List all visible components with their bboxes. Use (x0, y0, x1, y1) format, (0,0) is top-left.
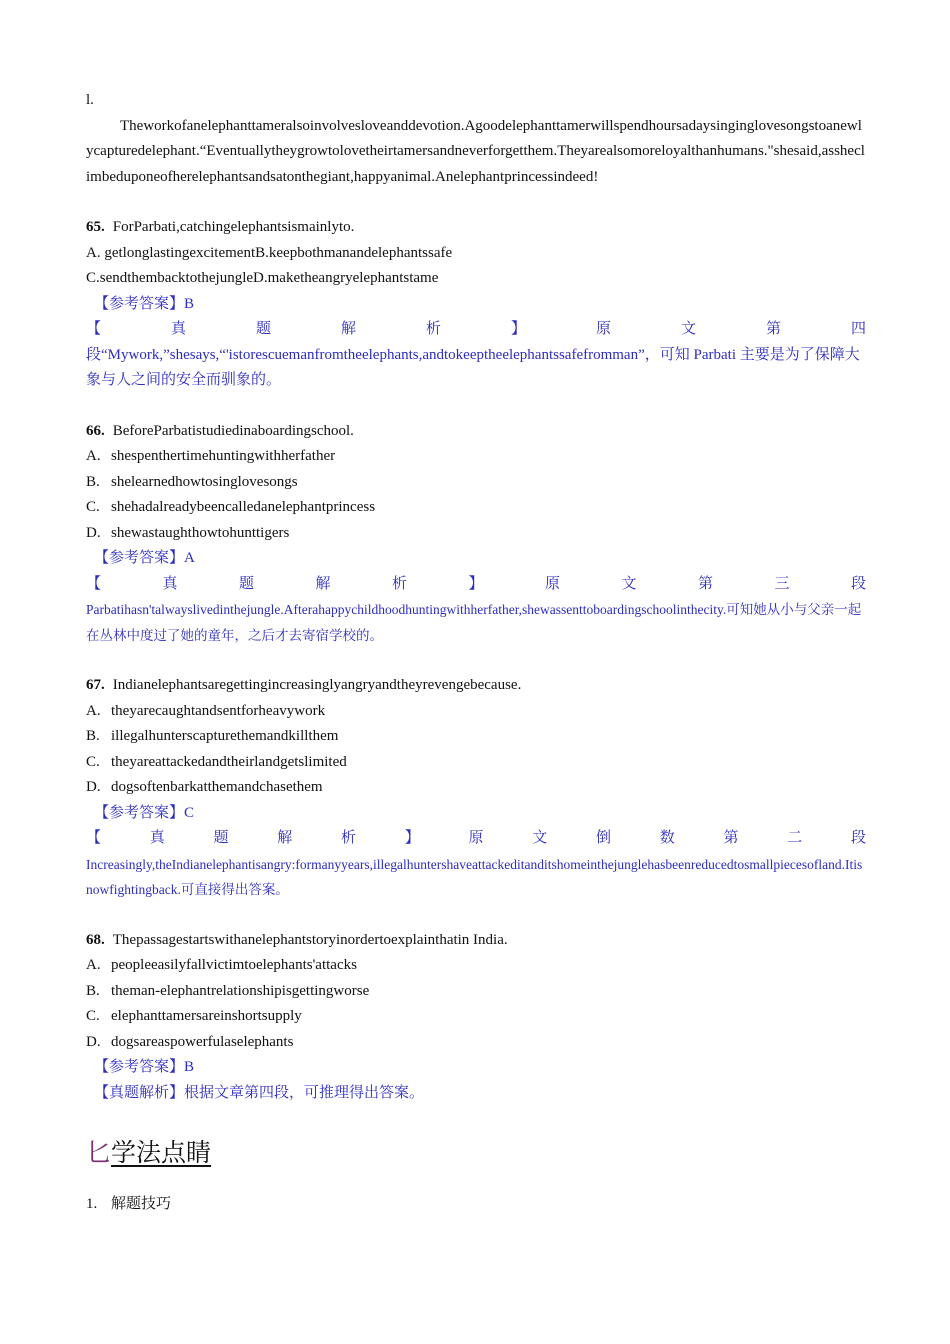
question-stem (86, 215, 866, 241)
option-c: C. elephanttamersareinshortsupply (86, 1008, 302, 1024)
analysis-body: 段“Mywork,”shesays,“'istorescuemanfromtheelephants,andtokeeptheelephantssafefromman”，可知 Parbati 主要是为了保障大象与人之间的安全而驯象的。 (86, 346, 860, 388)
subsection-heading (86, 1192, 866, 1217)
question-text: ForParbati,catchingelephantsismainlyto. (112, 219, 355, 235)
question-text: BeforeParbatistudiedinaboardingschool. (112, 422, 354, 439)
question-68 (86, 928, 866, 1107)
analysis-body: Increasingly,theIndianelephantisangry:formanyyears,illegalhuntershaveattackeditanditshomeinthejunglehasbeenreducedtosmallpiecesofland.Itisnowfightingback.可直接得出答案。 (86, 856, 863, 897)
question-number: 67. (86, 677, 105, 693)
question-text: Indianelephantsaregettingincreasinglyangryandtheyrevengebecause. (112, 677, 522, 693)
option-d: D. shewastaughthowtohunttigers (86, 524, 290, 541)
question-stem (86, 928, 866, 954)
analysis-header: 【 真 题 解 析 】 原 文 第 四 (86, 321, 867, 337)
question-text: Thepassagestartswithanelephantstoryinordertoexplainthatin India. (112, 931, 508, 948)
question-number: 65. (86, 219, 105, 235)
document-page (86, 88, 866, 1217)
section-title: 学法点睛 (111, 1138, 212, 1167)
answer-key: 【参考答案】B (94, 1059, 195, 1075)
option-b: B. theman-elephantrelationshipisgettingworse (86, 982, 370, 999)
question-number: 66. (86, 422, 105, 439)
analysis-line: 【真题解析】根据文章第四段，可推理得出答案。 (94, 1084, 425, 1101)
question-65 (86, 215, 866, 394)
option-b: B. shelearnedhowtosinglovesongs (86, 473, 298, 490)
option-line: A. getlonglastingexcitementB.keepbothmanandelephantssafe (86, 244, 453, 261)
option-c: C. shehadalreadybeencalledanelephantprincess (86, 499, 376, 515)
option-line: C.sendthembacktothejungleD.maketheangryelephantstame (86, 270, 439, 286)
page-marker: l. (86, 92, 94, 108)
option-d: D. dogsoftenbarkatthemandchasethem (86, 779, 323, 795)
answer-key: 【参考答案】C (94, 804, 195, 821)
passage-paragraph: Theworkofanelephanttameralsoinvolvesloveanddevotion.Agoodelephanttamerwillspendhoursadaysinginglovesongstoanewlycapturedelephant.“Eventuallytheygrowtolovetheirtamersandneverforgetthem.Theyarealsomoreloyalthanhumans."shesaid,assheclimbeduponeofherelephantsandsatonthegiant,happyanimal.Anelephantprincessindeed! (86, 117, 865, 185)
option-a: A. theyarecaughtandsentforheavywork (86, 702, 326, 719)
answer-key: 【参考答案】A (94, 550, 195, 566)
analysis-body: Parbatihasn'talwayslivedinthejungle.Afterahappychildhoodhuntingwithherfather,shewassenttoboardingschoolinthecity.可知她从小与父亲一起在丛林中度过了她的童年，之后才去寄宿学校的。 (86, 602, 862, 643)
section-mark: 匕 (86, 1138, 112, 1167)
question-number: 68. (86, 931, 105, 948)
question-stem (86, 419, 866, 445)
question-67 (86, 673, 866, 903)
option-b: B. illegalhunterscapturethemandkillthem (86, 728, 339, 744)
subsection-title: 解题技巧 (111, 1196, 172, 1212)
section-heading (86, 1136, 866, 1170)
answer-key: 【参考答案】B (94, 295, 195, 312)
option-c: C. theyareattackedandtheirlandgetslimited (86, 753, 347, 770)
analysis-header: 【 真 题 解 析 】 原 文 第 三 段 (86, 575, 867, 592)
subsection-number: 1. (86, 1196, 98, 1212)
option-a: A. shespenthertimehuntingwithherfather (86, 448, 336, 464)
question-66 (86, 419, 866, 649)
question-stem (86, 673, 866, 699)
analysis-header: 【 真 题 解 析 】 原 文 倒 数 第 二 段 (86, 830, 867, 846)
option-d: D. dogsareaspowerfulaselephants (86, 1033, 294, 1050)
option-a: A. peopleeasilyfallvictimtoelephants'attacks (86, 957, 357, 973)
